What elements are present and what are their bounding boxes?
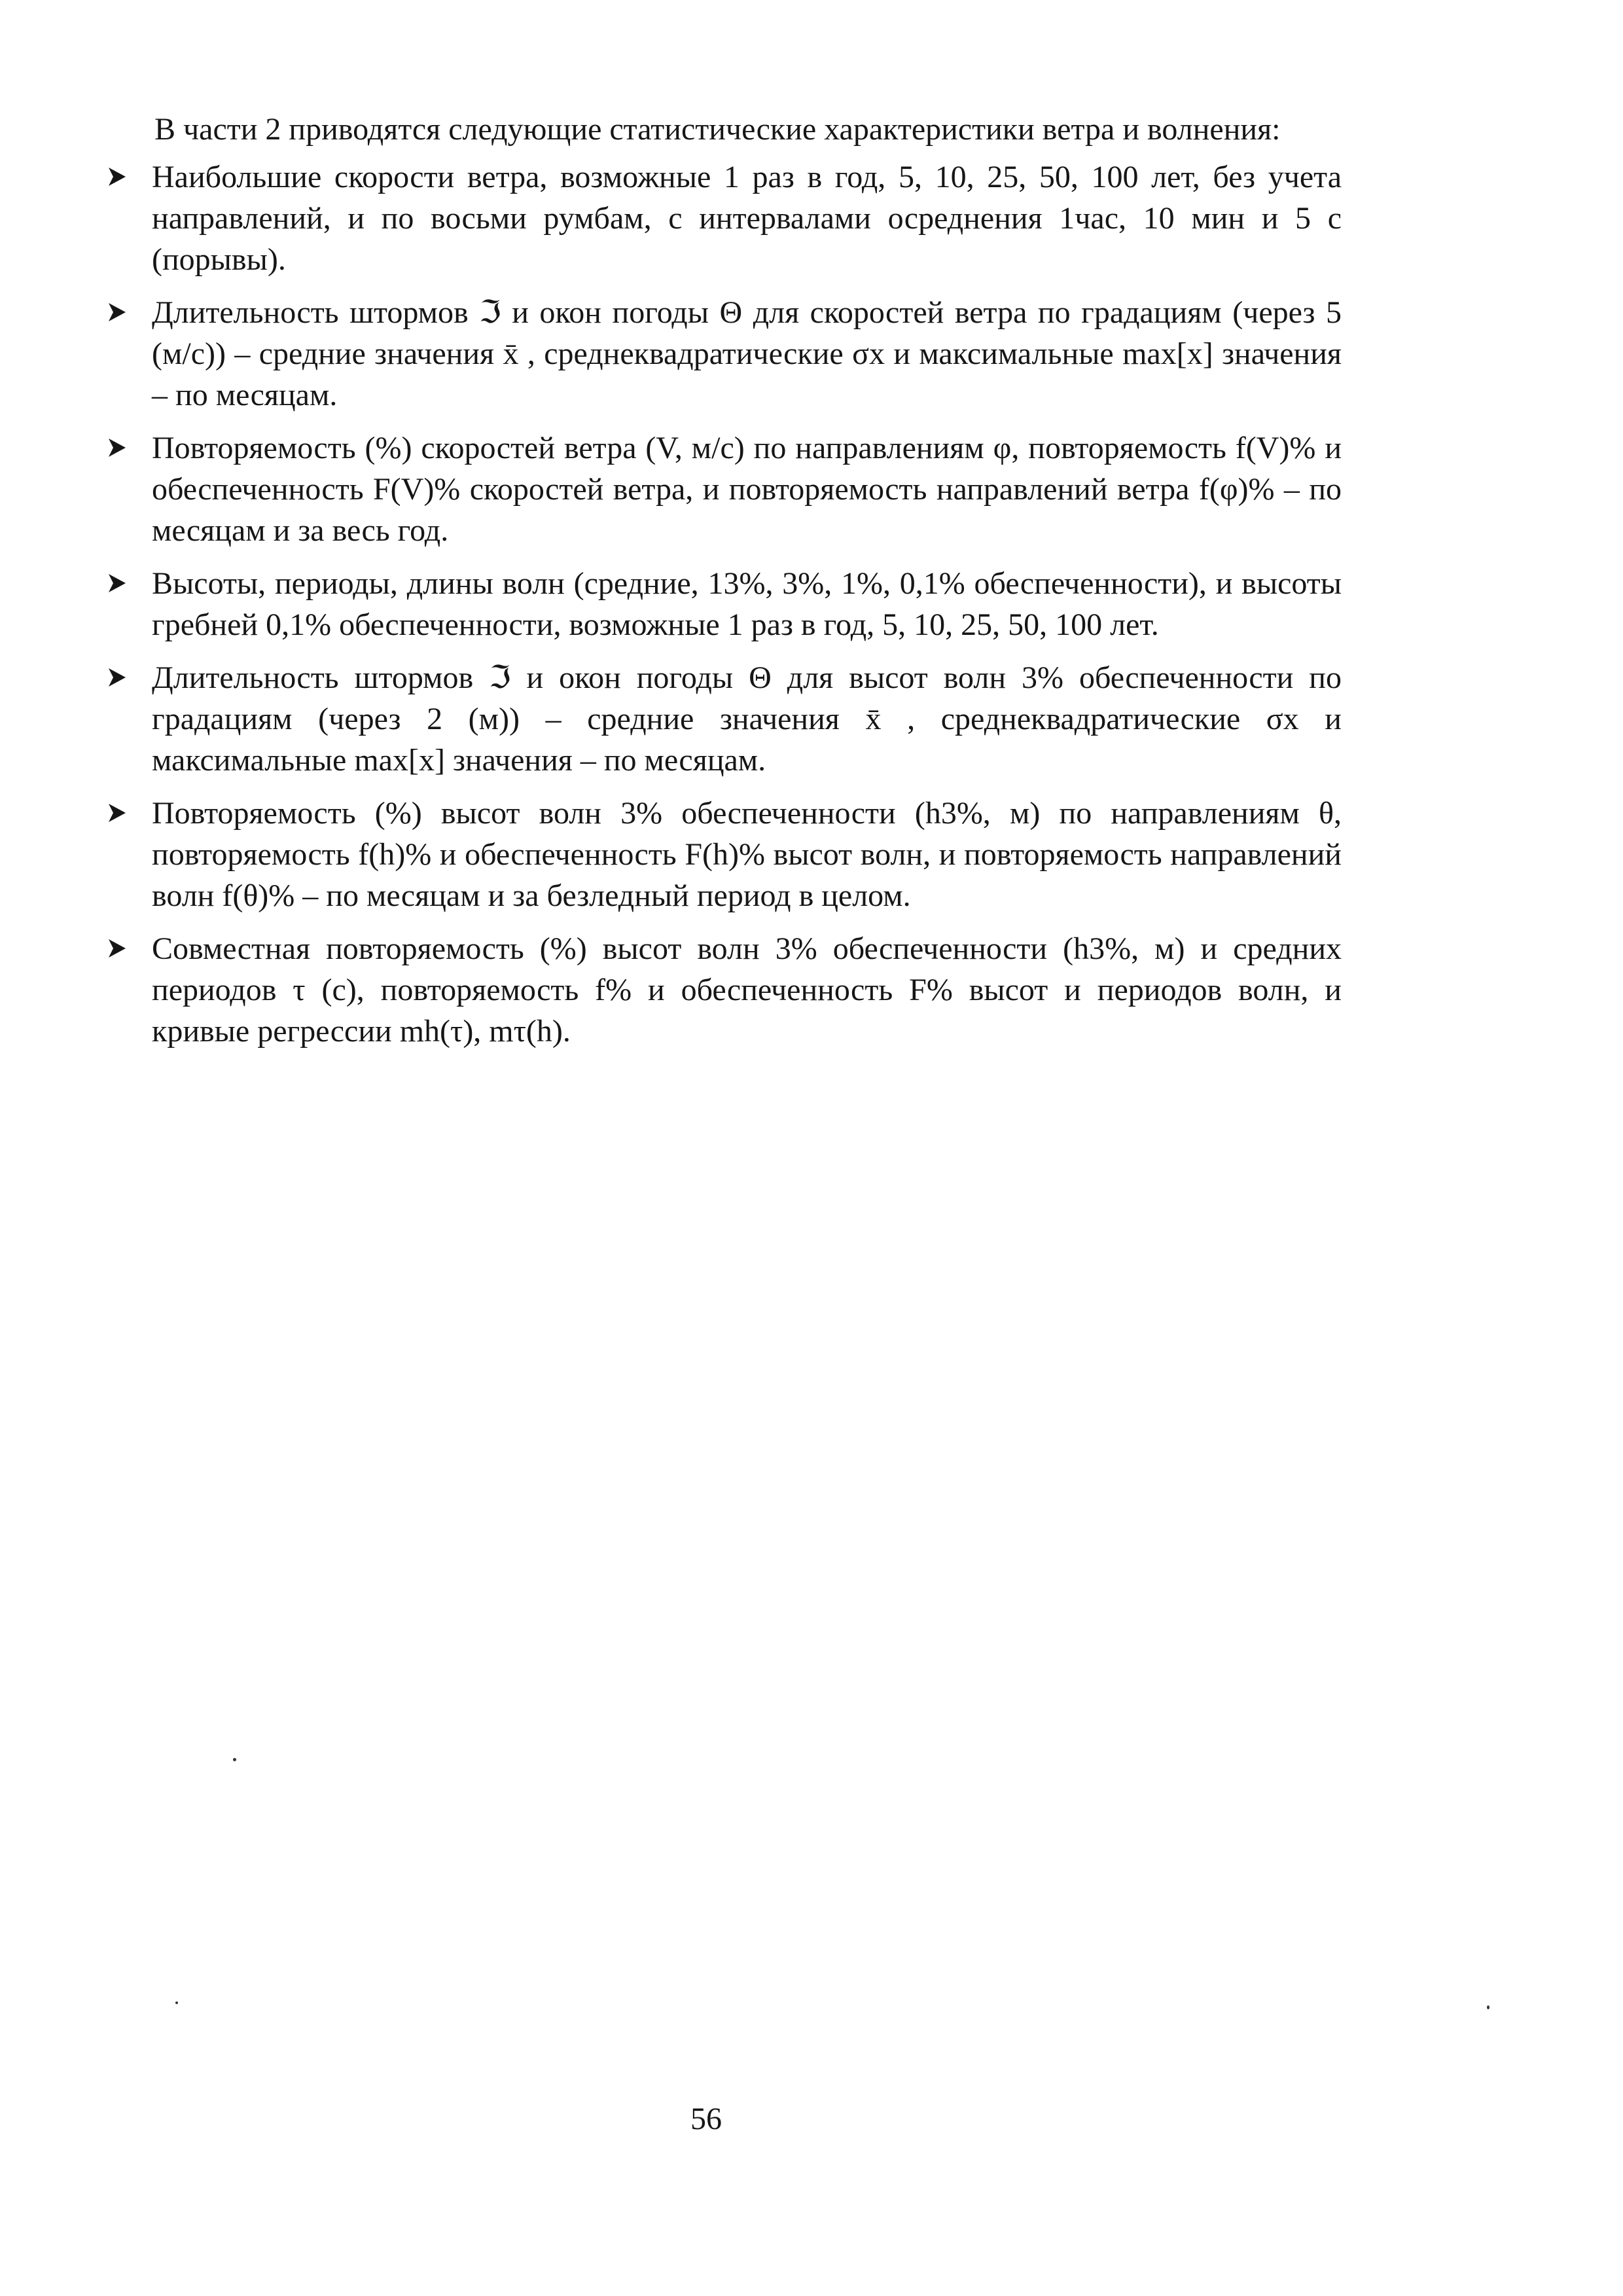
list-item-text: Высоты, периоды, длины волн (средние, 13%, 3%, 1%, 0,1% обеспеченности), и высоты гребней 0,1% обеспеченности, возможные 1 раз в год, 5, 10, 25, 50, 100 лет.	[152, 566, 1342, 642]
list-item	[152, 427, 1342, 551]
scan-speck	[233, 1758, 236, 1761]
list-item	[152, 563, 1342, 645]
scan-speck	[1487, 2005, 1489, 2009]
arrow-bullet-icon	[107, 156, 127, 198]
page-number: 56	[690, 2102, 722, 2136]
list-item	[152, 657, 1342, 781]
arrow-bullet-icon	[107, 793, 127, 834]
list-item-text: Длительность штормов ℑ и окон погоды Θ для скоростей ветра по градациям (через 5 (м/с)) – средние значения x̄ , среднеквадратические σx и максимальные max[x] значения – по месяцам.	[152, 295, 1342, 412]
list-item	[152, 156, 1342, 280]
arrow-bullet-icon	[107, 928, 127, 969]
arrow-bullet-icon	[107, 292, 127, 333]
scan-speck	[175, 2001, 178, 2004]
list-item-text: Повторяемость (%) скоростей ветра (V, м/с) по направлениям φ, повторяемость f(V)% и обеспеченность F(V)% скоростей ветра, и повторяемость направлений ветра f(φ)% – по месяцам и за весь год.	[152, 431, 1342, 548]
list-item	[152, 793, 1342, 916]
list-item-text: Длительность штормов ℑ и окон погоды Θ для высот волн 3% обеспеченности по градациям (через 2 (м)) – средние значения x̄ , среднеквадратические σx и максимальные max[x] значения – по месяцам.	[152, 660, 1342, 778]
page-text-block	[152, 109, 1342, 1064]
list-item	[152, 292, 1342, 416]
bullet-list	[152, 156, 1342, 1052]
list-item	[152, 928, 1342, 1052]
list-item-text: Повторяемость (%) высот волн 3% обеспеченности (h3%, м) по направлениям θ, повторяемость f(h)% и обеспеченность F(h)% высот волн, и повторяемость направлений волн f(θ)% – по месяцам и за безледный период в целом.	[152, 796, 1342, 913]
list-item-text: Совместная повторяемость (%) высот волн 3% обеспеченности (h3%, м) и средних периодов τ (с), повторяемость f% и обеспеченность F% высот и периодов волн, и кривые регрессии mh(τ), mτ(h).	[152, 931, 1342, 1049]
arrow-bullet-icon	[107, 657, 127, 698]
arrow-bullet-icon	[107, 563, 127, 604]
arrow-bullet-icon	[107, 427, 127, 469]
intro-paragraph: В части 2 приводятся следующие статистические характеристики ветра и волнения:	[154, 112, 1281, 147]
list-item-text: Наибольшие скорости ветра, возможные 1 раз в год, 5, 10, 25, 50, 100 лет, без учета направлений, и по восьми румбам, с интервалами осреднения 1час, 10 мин и 5 с (порывы).	[152, 160, 1342, 277]
